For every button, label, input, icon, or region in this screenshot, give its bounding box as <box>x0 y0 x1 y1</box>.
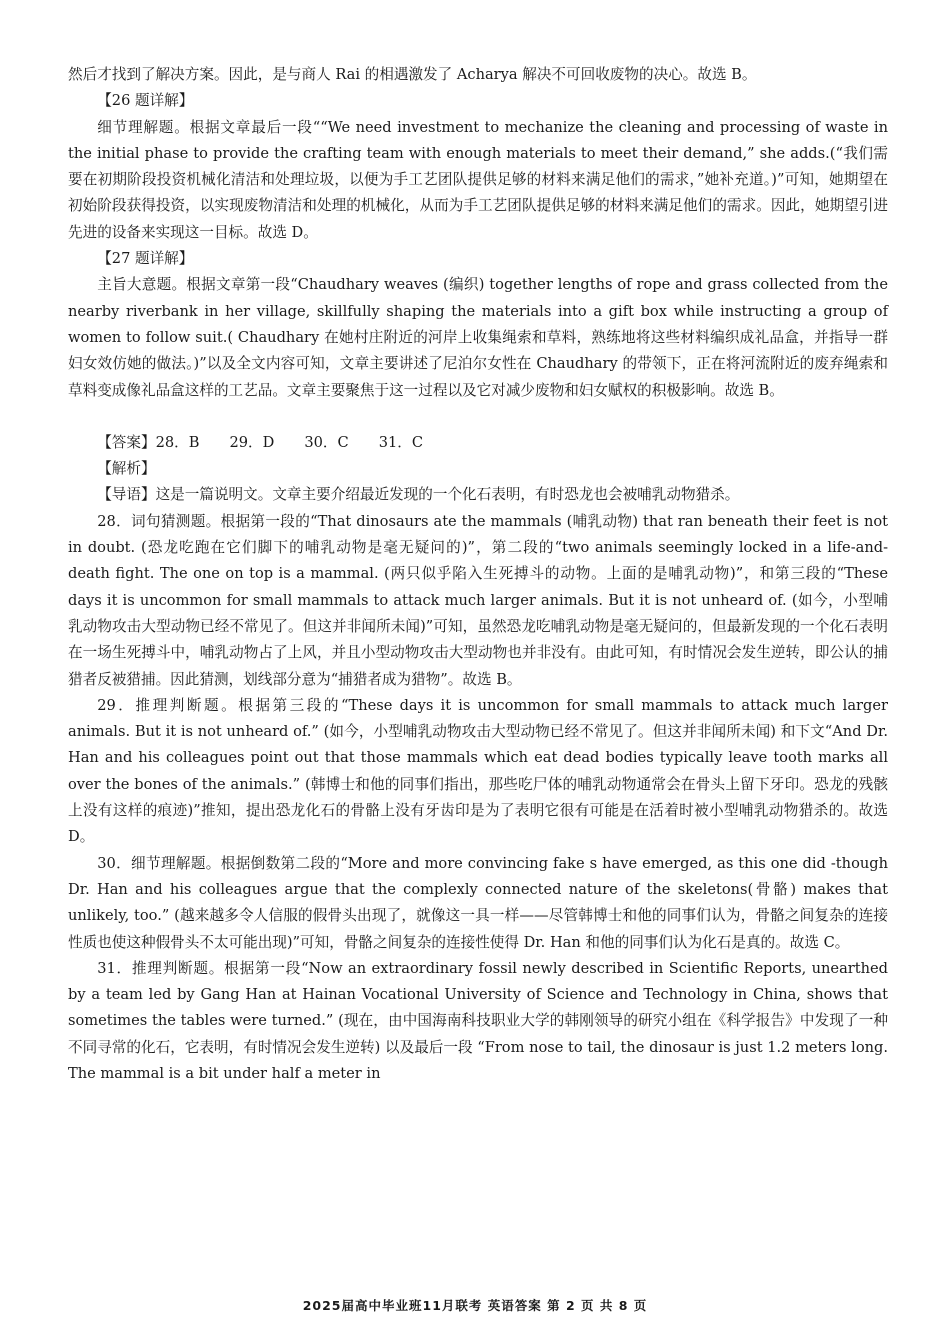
guide-paragraph: 【导语】这是一篇说明文。文章主要介绍最近发现的一个化石表明，有时恐龙也会被哺乳动物猎杀。 <box>97 486 740 504</box>
analysis-heading: 【解析】 <box>97 460 156 478</box>
answer-label: 【答案】 <box>97 433 156 451</box>
q31-explanation: 31．推理判断题。根据第一段“Now an extraordinary fossil newly described in Scientific Reports, unearthed by a team led by Gang Han at Hainan Vocational University of Science and Technology in China, shows that sometimes the tables were turned.” (现在，由中国海南科技职业大学的韩刚领导的研究小组在《科学报告》中发现了一种不同寻常的化石，它表明，有时情况会发生逆转) 以及最后一段 “From nose to tail, the dinosaur is just 1.2 meters long. The mammal is a bit under half a meter in <box>68 959 888 1082</box>
q27-explanation: 主旨大意题。根据文章第一段“Chaudhary weaves (编织) together lengths of rope and grass collected from the nearby riverbank in her village, skillfully shaping the materials into a gift box while instructing a group of women to follow suit.( Chaudhary 在她村庄附近的河岸上收集绳索和草料，熟练地将这些材料编织成礼品盒，并指导一群妇女效仿她的做法。)”以及全文内容可知，文章主要讲述了尼泊尔女性在 Chaudhary 的带领下，正在将河流附近的废弃绳索和草料变成像礼品盒这样的工艺品。文章主要聚焦于这一过程以及它对减少废物和妇女赋权的积极影响。故选 B。 <box>68 276 888 399</box>
q27-heading: 【27 题详解】 <box>97 250 194 268</box>
answer-line <box>68 430 888 456</box>
q30-explanation: 30．细节理解题。根据倒数第二段的“More and more convincing fake s have emerged, as this one did -though Dr. Han and his colleagues argue that the complexly connected nature of the skeletons(骨骼) makes that unlikely, too.” (越来越多令人信服的假骨头出现了，就像这一具一样——尽管韩博士和他的同事们认为，骨骼之间复杂的连接性质也使这种假骨头不太可能出现)”可知，骨骼之间复杂的连接性使得 Dr. Han 和他的同事们认为化石是真的。故选 C。 <box>68 854 888 951</box>
answer-document <box>68 62 888 1087</box>
answer-31: 31．C <box>378 433 424 451</box>
answer-29: 29．D <box>229 433 275 451</box>
intro-paragraph: 然后才找到了解决方案。因此，是与商人 Rai 的相遇激发了 Acharya 解决不可回收废物的决心。故选 B。 <box>68 66 757 83</box>
q28-explanation: 28．词句猜测题。根据第一段的“That dinosaurs ate the mammals (哺乳动物) that ran beneath their feet is not in doubt. (恐龙吃跑在它们脚下的哺乳动物是毫无疑问的)”，第二段的“two animals seemingly locked in a life-and-death fight. The one on top is a mammal. (两只似乎陷入生死搏斗的动物。上面的是哺乳动物)”，和第三段的“These days it is uncommon for small mammals to attack much larger animals. But it is not unheard of. (如今，小型哺乳动物攻击大型动物已经不常见了。但这并非闻所未闻)”可知，虽然恐龙吃哺乳动物是毫无疑问的，但最新发现的一个化石表明在一场生死搏斗中，哺乳动物占了上风，并且小型动物攻击大型动物也并非没有。由此可知，有时情况会发生逆转，即公认的捕猎者反被猎捕。因此猜测，划线部分意为“捕猎者成为猎物”。故选 B。 <box>68 512 888 688</box>
answer-30: 30．C <box>304 433 349 451</box>
q26-heading: 【26 题详解】 <box>97 92 194 110</box>
answer-28: 28．B <box>155 433 200 451</box>
q29-explanation: 29．推理判断题。根据第三段的“These days it is uncommon for small mammals to attack much larger animals. But it is not unheard of.” (如今，小型哺乳动物攻击大型动物已经不常见了。但这并非闻所未闻) 和下文“And Dr. Han and his colleagues point out that those mammals which eat dead bodies typically leave tooth marks all over the bones of the animals.” (韩博士和他的同事们指出，那些吃尸体的哺乳动物通常会在骨头上留下牙印。恐龙的残骸上没有这样的痕迹)”推知，提出恐龙化石的骨骼上没有牙齿印是为了表明它很有可能是在活着时被小型哺乳动物猎杀的。故选 D。 <box>68 696 888 846</box>
page-footer: 2025届高中毕业班11月联考 英语答案 第 2 页 共 8 页 <box>302 1298 648 1313</box>
section-gap <box>68 404 888 430</box>
q26-explanation: 细节理解题。根据文章最后一段““We need investment to mechanize the cleaning and processing of waste in the initial phase to provide the crafting team with enough materials to meet their demand,” she adds.(“我们需要在初期阶段投资机械化清洁和处理垃圾，以便为手工艺团队提供足够的材料来满足他们的需求，”她补充道。)”可知，她期望在初始阶段获得投资，以实现废物清洁和处理的机械化，从而为手工艺团队提供足够的材料来满足他们的需求。因此，她期望引进先进的设备来实现这一目标。故选 D。 <box>68 118 888 241</box>
